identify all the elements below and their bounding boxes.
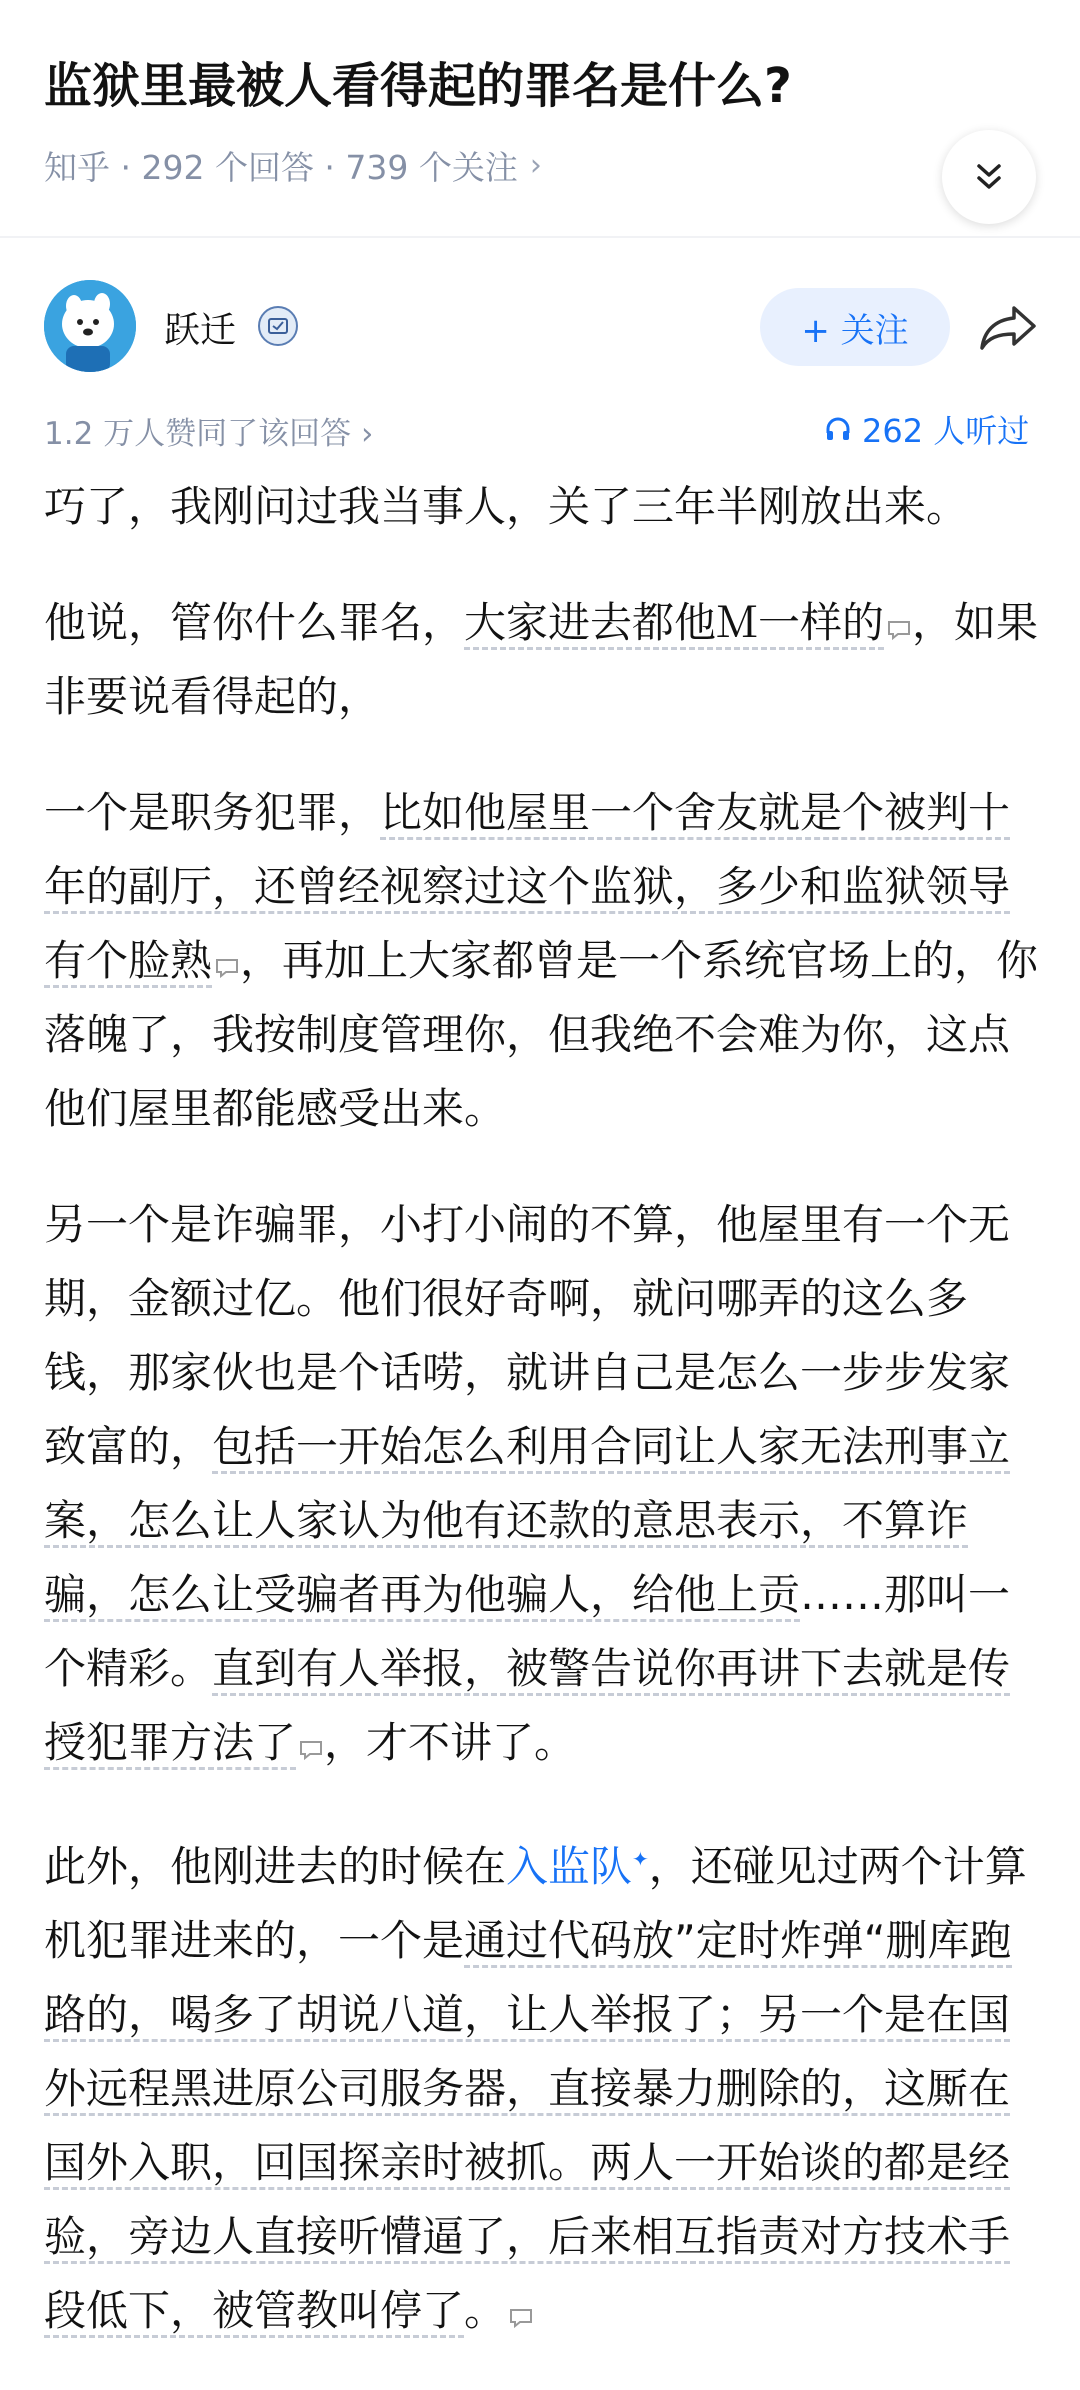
search-link[interactable]: 入监队: [506, 1842, 633, 1891]
question-meta-text: 知乎 · 292 个回答 · 739 个关注: [44, 148, 518, 187]
answer-text: 此外，他刚进去的时候在: [44, 1842, 507, 1891]
answer-text: ，如果非要说看得起的，: [44, 598, 1039, 721]
answer-text: 他说，管你什么罪名，: [44, 598, 465, 647]
answer-content: [44, 470, 1044, 2390]
sparkle-icon: ✦: [632, 1847, 649, 1871]
header-divider: [0, 236, 1080, 238]
answer-paragraph: [44, 586, 1044, 734]
answer-text: 另一个是诈骗罪，小打小闹的不算，他屋里有一个无期，金额过亿。他们很好奇啊，就问哪弄的这么多钱，那家伙也是个话唠，就讲自己是怎么一步步发家致富的，: [44, 1200, 1011, 1471]
answer-paragraph: [44, 1188, 1044, 1780]
answer-text: 巧了，我刚问过我当事人，关了三年半刚放出来。: [44, 482, 969, 531]
verified-badge-icon: [258, 306, 298, 346]
chevron-right-icon: ›: [361, 416, 374, 452]
listen-count[interactable]: [824, 406, 1029, 452]
annotated-text[interactable]: 包括一开始怎么利用合同让人家无法刑事立案，怎么让人家认为他有还款的意思表示，不算诈骗，怎么让受骗者再为他骗人，给他上贡: [44, 1422, 1010, 1622]
annotated-text[interactable]: 大家进去都他Ｍ一样的: [464, 598, 884, 650]
author-name[interactable]: 跃迁: [164, 310, 237, 351]
share-arrow-icon[interactable]: [976, 302, 1040, 354]
votes-label: 1.2 万人赞同了该回答: [44, 416, 352, 452]
expand-button[interactable]: [942, 130, 1036, 224]
chevron-double-down-icon: [972, 160, 1006, 194]
answer-paragraph: [44, 776, 1044, 1146]
answer-text: 。: [464, 2286, 507, 2335]
answer-text: ，还碰见过两个计算机犯罪进来的，一个是: [44, 1842, 1027, 1965]
annotated-text[interactable]: 直到有人举报，被警告说你再讲下去就是传授犯罪方法了: [44, 1644, 1010, 1770]
avatar[interactable]: [44, 280, 136, 372]
comment-bubble-icon[interactable]: [214, 957, 240, 979]
answer-paragraph: [44, 470, 1044, 544]
annotated-text[interactable]: 通过代码放”定时炸弹“删库跑路的，喝多了胡说八道，让人举报了；另一个是在国外远程黑进原公司服务器，直接暴力删除的，这厮在国外入职，回国探亲时被抓。两人一开始谈的都是经验，旁边人直接听懵逼了，后来相互指责对方技术手段低下，被管教叫停了: [44, 1916, 1012, 2338]
question-meta[interactable]: [44, 142, 542, 189]
follow-button[interactable]: + 关注: [760, 288, 950, 366]
answer-text: ，才不讲了。: [324, 1718, 577, 1767]
listen-label: 262 人听过: [862, 412, 1030, 450]
answer-text: ，再加上大家都曾是一个系统官场上的，你落魄了，我按制度管理你，但我绝不会难为你，这点他们屋里都能感受出来。: [44, 936, 1039, 1133]
answer-paragraph: [44, 1822, 1044, 2348]
annotated-text[interactable]: 比如他屋里一个舍友就是个被判十年的副厅，还曾经视察过这个监狱，多少和监狱领导有个脸熟: [44, 788, 1010, 988]
comment-bubble-icon[interactable]: [508, 2307, 534, 2329]
comment-bubble-icon[interactable]: [298, 1739, 324, 1761]
headphones-icon: [824, 415, 852, 443]
question-title[interactable]: 监狱里最被人看得起的罪名是什么?: [44, 58, 792, 114]
votes-text[interactable]: [44, 408, 373, 453]
chevron-right-icon: ›: [529, 148, 542, 183]
answer-text: ……那叫一个精彩。: [44, 1570, 1011, 1693]
comment-bubble-icon[interactable]: [886, 619, 912, 641]
answer-text: 一个是职务犯罪，: [44, 788, 381, 837]
